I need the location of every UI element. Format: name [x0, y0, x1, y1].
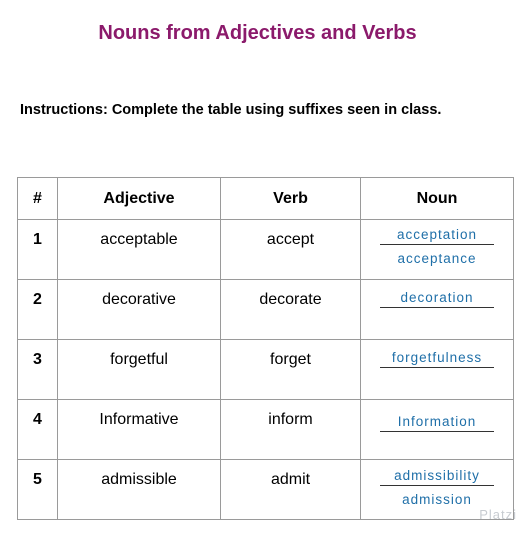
header-number: #	[18, 178, 58, 220]
table-header-row	[18, 178, 514, 220]
row-number: 4	[18, 400, 58, 460]
noun-answer: decoration	[380, 290, 494, 308]
table-row	[18, 460, 514, 520]
table-row	[18, 220, 514, 280]
noun-cell	[361, 280, 514, 340]
header-noun: Noun	[361, 178, 514, 220]
platzi-watermark: Platzi	[479, 507, 517, 522]
noun-cell	[361, 220, 514, 280]
noun-cell	[361, 340, 514, 400]
table-row	[18, 400, 514, 460]
header-adjective: Adjective	[58, 178, 221, 220]
verb-cell: accept	[221, 220, 361, 280]
row-number: 3	[18, 340, 58, 400]
noun-answer: Information	[380, 414, 494, 432]
adjective-cell: admissible	[58, 460, 221, 520]
table-row	[18, 280, 514, 340]
header-verb: Verb	[221, 178, 361, 220]
row-number: 1	[18, 220, 58, 280]
adjective-cell: decorative	[58, 280, 221, 340]
verb-cell: forget	[221, 340, 361, 400]
noun-answer: admissibility	[380, 468, 494, 486]
verb-cell: admit	[221, 460, 361, 520]
noun-answer: admission	[402, 492, 472, 507]
verb-cell: decorate	[221, 280, 361, 340]
instructions-text: Instructions: Complete the table using suffixes seen in class.	[20, 102, 442, 118]
noun-answer: forgetfulness	[380, 350, 494, 368]
noun-cell	[361, 400, 514, 460]
adjective-cell: forgetful	[58, 340, 221, 400]
row-number: 2	[18, 280, 58, 340]
table-row	[18, 340, 514, 400]
row-number: 5	[18, 460, 58, 520]
noun-answer: acceptation	[380, 227, 494, 245]
noun-answer: acceptance	[397, 251, 477, 266]
page-title: Nouns from Adjectives and Verbs	[98, 22, 417, 44]
verb-cell: inform	[221, 400, 361, 460]
noun-table	[17, 177, 514, 520]
adjective-cell: Informative	[58, 400, 221, 460]
adjective-cell: acceptable	[58, 220, 221, 280]
